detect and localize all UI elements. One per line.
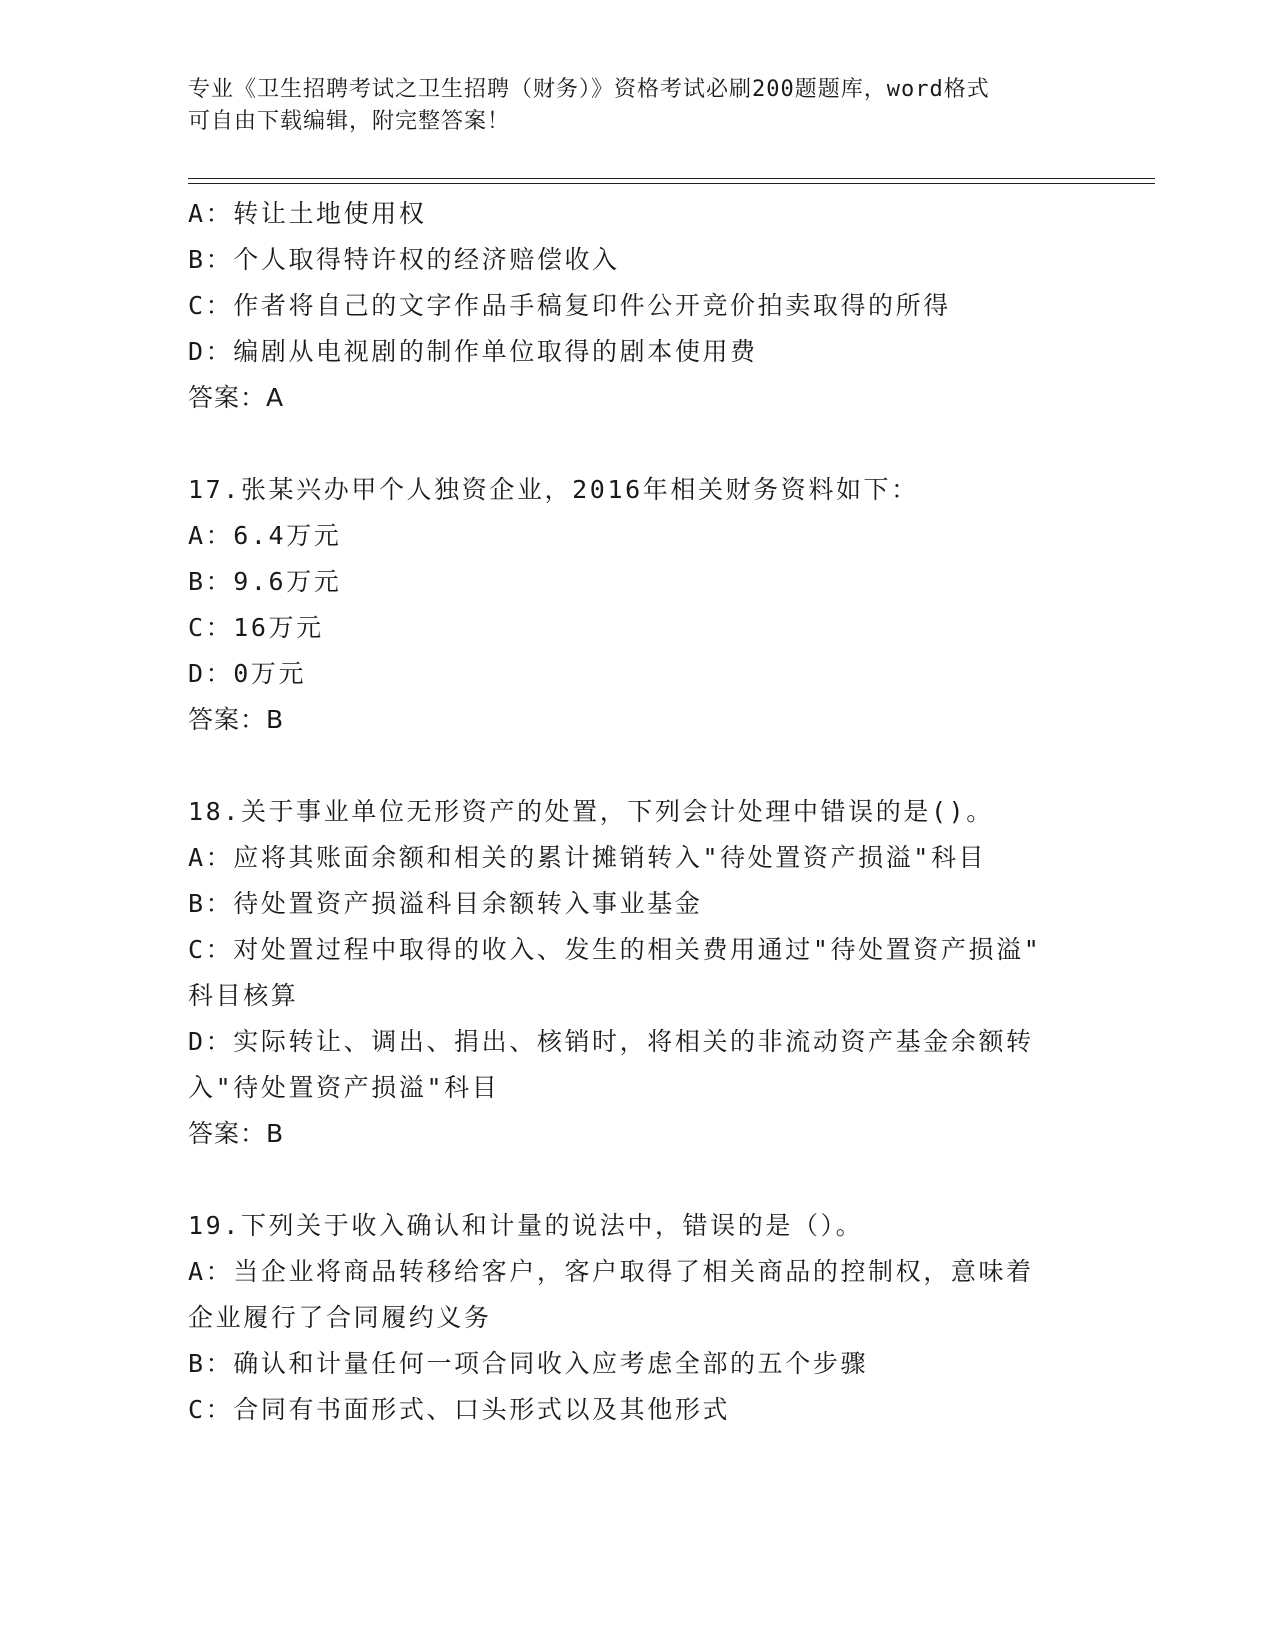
spacer [188,743,1088,789]
option-d: D：0万元 [188,659,307,688]
header-divider-bottom [188,183,1155,184]
option-b: B：个人取得特许权的经济赔偿收入 [188,245,620,274]
option-d-continued: 入"待处置资产损溢"科目 [188,1073,500,1102]
header-line-2: 可自由下载编辑，附完整答案！ [188,109,511,134]
question-17 [188,467,1088,743]
spacer [188,1157,1088,1203]
option-c: C：16万元 [188,613,324,642]
question-19 [188,1203,1088,1433]
option-b: B：确认和计量任何一项合同收入应考虑全部的五个步骤 [188,1349,869,1378]
option-a: A：6.4万元 [188,521,342,550]
option-b: B：9.6万元 [188,567,342,596]
document-header [188,74,1088,138]
option-c-continued: 科目核算 [188,981,299,1010]
answer: 答案：A [188,383,285,412]
option-c: C：合同有书面形式、口头形式以及其他形式 [188,1395,731,1424]
option-b: B：待处置资产损溢科目余额转入事业基金 [188,889,703,918]
option-a-continued: 企业履行了合同履约义务 [188,1303,492,1332]
answer: 答案：B [188,1119,285,1148]
option-a: A：当企业将商品转移给客户，客户取得了相关商品的控制权，意味着 [188,1257,1034,1286]
question-16 [188,191,1088,421]
header-divider-top [188,178,1155,179]
option-d: D：实际转让、调出、捐出、核销时，将相关的非流动资产基金余额转 [188,1027,1034,1056]
option-c: C：对处置过程中取得的收入、发生的相关费用通过"待处置资产损溢" [188,935,1042,964]
header-line-1: 专业《卫生招聘考试之卫生招聘（财务）》资格考试必刷200题题库，word格式 [188,77,990,102]
option-a: A：转让土地使用权 [188,199,427,228]
option-d: D：编剧从电视剧的制作单位取得的剧本使用费 [188,337,758,366]
answer: 答案：B [188,705,285,734]
question-list [188,191,1088,1433]
question-text: 17.张某兴办甲个人独资企业，2016年相关财务资料如下： [188,475,919,504]
option-a: A：应将其账面余额和相关的累计摊销转入"待处置资产损溢"科目 [188,843,987,872]
question-text: 18.关于事业单位无形资产的处置，下列会计处理中错误的是()。 [188,797,994,826]
question-text: 19.下列关于收入确认和计量的说法中，错误的是（）。 [188,1211,864,1240]
spacer [188,421,1088,467]
option-c: C：作者将自己的文字作品手稿复印件公开竞价拍卖取得的所得 [188,291,951,320]
question-18 [188,789,1088,1157]
